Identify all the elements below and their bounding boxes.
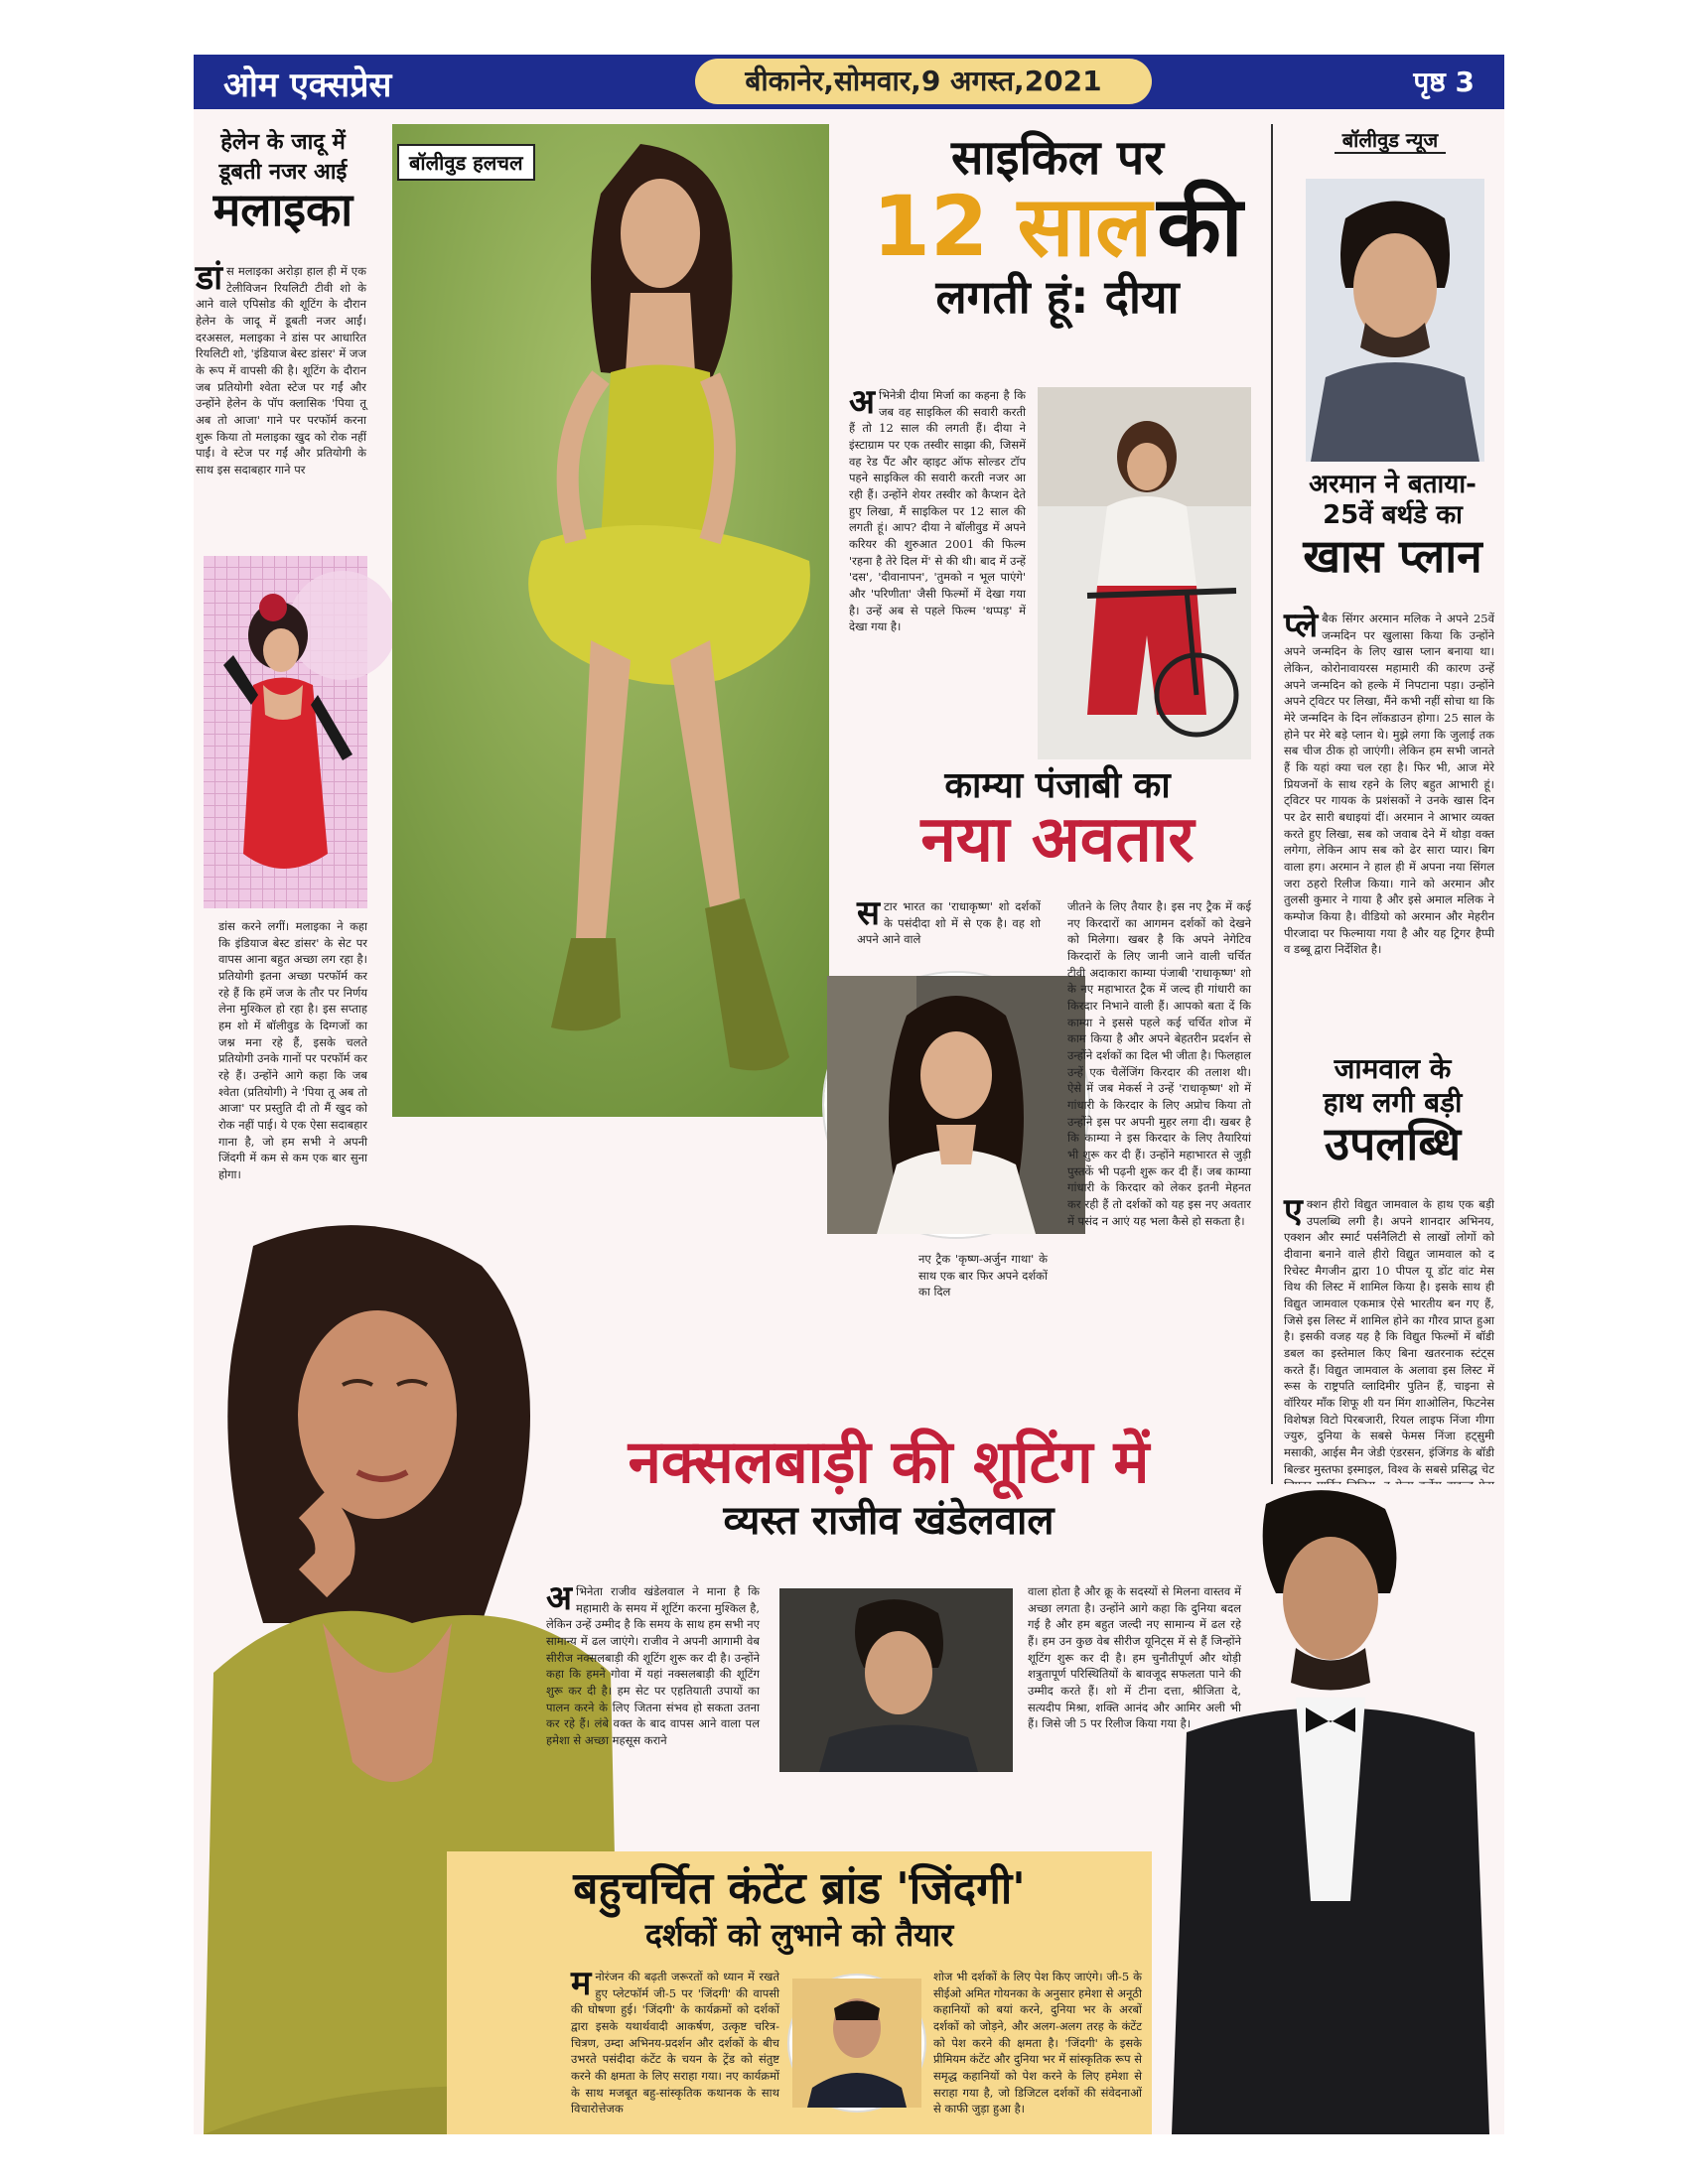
malaika-body-top-text: स मलाइका अरोड़ा हाल ही में एक टेलीविजन रियलिटी टीवी शो के आने वाले एपिसोड की शूटिंग के दौरान हेलेन के जादू में डूबती नजर आईं। दरअसल, मलाइका ने डांस पर आधारित रियलिटी शो, 'इंडियाज बेस्ट डांसर' में जज के रूप में वापसी की है। शूटिंग के दौरान जब प्रतियोगी श्वेता स्टेज पर गईं और उन्होंने हेलेन के पॉप क्लासिक 'पिया तू अब तो आजा' गाने पर परफॉर्म करना शुरू किया तो मलाइका खुद को रोक नहीं पाईं। वे स्टेज पर गईं और प्रतियोगी के साथ इस सदाबहार गाने पर (196, 264, 366, 478)
kamya-body-left (857, 893, 1041, 958)
malaika-body-top (196, 258, 366, 561)
zindagi-headline-big: बहुचर्चित कंटेंट ब्रांड 'जिंदगी' (573, 1863, 1026, 1914)
dia-body (849, 382, 1026, 764)
malaika-body-bottom (218, 918, 367, 1236)
malaika-dropcap: डां (196, 258, 222, 298)
kamya-body-left-bottom-text: नए ट्रैक 'कृष्ण-अर्जुन गाथा' के साथ एक बार फिर अपने दर्शकों का दिल (918, 1252, 1048, 1299)
kamya-body-left-bottom (918, 1251, 1048, 1330)
kamya-headline (839, 764, 1276, 878)
zindagi-dropcap: म (571, 1964, 592, 2003)
kamya-body-left-text: टार भारत का 'राधाकृष्ण' शो दर्शकों के पसंदीदा शो में से एक है। वह शो अपने आने वाले (857, 899, 1041, 947)
malaika-body-bottom-text: डांस करने लगीं। मलाइका ने कहा कि इंडियाज बेस्ट डांसर' के सेट पर वापस आना बहुत अच्छा लग रहा है। प्रतियोगी इतना अच्छा परफॉर्म कर रहे हैं कि हमें जज के तौर पर निर्णय लेना मुश्किल हो रहा है। इस सप्ताह हम शो में बॉलीवुड के दिग्गजों का जश्न मना रहे हैं, इसके चलते प्रतियोगी उनके गानों पर परफॉर्म कर रहे हैं। उन्होंने आगे कहा कि जब श्वेता (प्रतियोगी) ने 'पिया तू अब तो आजा' पर प्रस्तुति दी तो मैं खुद को रोक नहीं पाई। ये एक ऐसा सदाबहार गाना है, जो हम सभी ने अपनी जिंदगी में कम से कम एक बार सुना होगा। (218, 919, 367, 1182)
malaika-headline (194, 126, 372, 236)
right-column-divider (1271, 124, 1273, 1484)
kamya-body-right (1067, 898, 1251, 1335)
rajeev-headline-line2: व्यस्त राजीव खंडेलवाल (723, 1498, 1055, 1544)
page-number: पृष्ठ 3 (1413, 66, 1475, 98)
kamya-photo (824, 973, 1088, 1237)
kamya-headline-line1: काम्या पंजाबी का (944, 765, 1171, 806)
jammwal-headline-big: उपलब्धि (1324, 1117, 1462, 1171)
dia-headline (849, 132, 1266, 328)
zindagi-photo (789, 1976, 924, 2111)
jammwal-headline-line1: जामवाल के (1334, 1052, 1452, 1085)
malaika-headline-line2: डूबती नजर आई (218, 160, 348, 185)
section-label-bollywood-halchal: बॉलीवुड हलचल (397, 144, 535, 181)
zindagi-body-left (571, 1964, 779, 2132)
zindagi-headline-line2: दर्शकों को लुभाने को तैयार (644, 1915, 954, 1954)
armaan-headline (1281, 470, 1504, 582)
jammwal-body (1284, 1191, 1494, 1484)
dia-headline-line3: लगती हूं: दीया (935, 269, 1180, 324)
kamya-dropcap: स (857, 893, 880, 933)
zindagi-body-right-text: शोज भी दर्शकों के लिए पेश किए जाएंगे। जी-5 के सीईओ अमित गोयनका के अनुसार हमेशा से अनूठी कहानियों को बयां करने, दुनिया भर के अरबों दर्शकों को जोड़ने, और अलग-अलग तरह के कंटेंट को पेश करने की क्षमता है। 'जिंदगी' के इसके प्रीमियम कंटेंट और दुनिया भर में सांस्कृतिक रूप से समृद्ध कहानियों को पेश करने के लिए हमेशा से सराहा गया है, जो डिजिटल दर्शकों की संवेदनाओं से काफी जुड़ा हुआ है। (933, 1970, 1142, 2116)
rajeev-headline-big: नक्सलबाड़ी की शूटिंग में (628, 1428, 1150, 1497)
kamya-headline-big: नया अवतार (920, 803, 1195, 878)
armaan-headline-line2: 25वें बर्थडे का (1323, 500, 1463, 531)
kamya-body-right-text: जीतने के लिए तैयार है। इस नए ट्रैक में कई नए किरदारों का आगमन दर्शकों को देखने को मिलेगा। खबर है कि अपने नेगेटिव किरदारों के लिए जानी जाने वाली चर्चित टीवी अदाकारा काम्या पंजाबी 'राधाकृष्ण' शो के नए महाभारत ट्रैक में जल्द ही गांधारी का किरदार निभाने वाली हैं। आपको बता दें कि काम्या ने इससे पहले कई चर्चित शोज में काम किया है और अपने बेहतरीन प्रदर्शन से उन्होंने दर्शकों का दिल भी जीता है। फिलहाल उन्हें एक चैलेंजिंग किरदार की तलाश थी। ऐसे में जब मेकर्स ने उन्हें 'राधाकृष्ण' शो में गांधारी के किरदार के लिए अप्रोच किया तो उन्होंने इस पर अपनी मुहर लगा दी। खबर है कि काम्या ने इस किरदार के लिए तैयारियां भी शुरू कर दी हैं। उन्होंने महाभारत से जुड़ी पुस्तकें भी पढ़नी शुरू कर दी हैं। जब काम्या गांधारी के किरदार को लेकर इतनी मेहनत कर रही हैं तो दर्शकों को यह इस नए अवतार में पसंद न आएं यह भला कैसे हो सकता है। (1067, 899, 1251, 1228)
rajeev-body-left (546, 1578, 760, 1842)
zindagi-body-right (933, 1969, 1142, 2132)
dia-dropcap: अ (849, 382, 875, 422)
dia-headline-big (849, 177, 1266, 275)
malaika-headline-big: मलाइका (212, 183, 353, 236)
jammwal-dropcap: ए (1284, 1191, 1303, 1231)
paper-name: ओम एक्सप्रेस (223, 66, 392, 105)
dia-headline-big-black: की (1157, 177, 1243, 275)
dia-main-photo (392, 124, 829, 1117)
rajeev-dropcap: अ (546, 1578, 572, 1618)
dia-cycle-photo (1038, 387, 1251, 759)
armaan-dropcap: प्ले (1284, 606, 1319, 645)
rajeev-photo (779, 1588, 1013, 1772)
rajeev-body-right (1028, 1583, 1241, 1842)
jammwal-headline-line2: हाथ लगी बड़ी (1323, 1085, 1463, 1119)
dateline: बीकानेर,सोमवार,9 अगस्त,2021 (695, 59, 1152, 104)
rajeev-body-right-text: वाला होता है और क्रू के सदस्यों से मिलना वास्तव में अच्छा लगता है। उन्होंने आगे कहा कि दुनिया बदल गई है और हम बहुत जल्दी नए सामान्य में ढल रहे हैं। हम उन कुछ वेब सीरीज यूनिट्स में से हैं जिन्होंने शूटिंग शुरू कर दी है। हम चुनौतीपूर्ण और थोड़ी शत्रुतापूर्ण परिस्थितियों के बावजूद सफलता पाने की उम्मीद करते हैं। शो में टीना दत्ता, श्रीजिता दे, सत्यदीप मिश्रा, शक्ति आनंद और आमिर अली भी हैं। जिसे जी 5 पर रिलीज किया गया है। (1028, 1584, 1241, 1731)
zindagi-body-left-text: नोरंजन की बढ़ती जरूरतों को ध्यान में रखते हुए प्लेटफॉर्म जी-5 पर 'जिंदगी' की वापसी की घोषणा हुई। 'जिंदगी' के कार्यक्रमों को दर्शकों द्वारा इसके यथार्थवादी आकर्षण, उत्कृष्ट चरित्र-चित्रण, उम्दा अभिनय-प्रदर्शन और दर्शकों के बीच उभरते पसंदीदा कंटेंट के चयन के ट्रेंड को संतुष्ट करने की क्षमता के लिए सराहा गया। नए कार्यक्रमों के साथ मजबूत बहु-सांस्कृतिक कथानक के साथ विचारोत्तेजक (571, 1970, 779, 2116)
rajeev-body-left-text: भिनेता राजीव खंडेलवाल ने माना है कि महामारी के समय में शूटिंग करना मुश्किल है, लेकिन उन्हें उम्मीद है कि समय के साथ हम सभी नए सामान्य में ढल जाएंगे। राजीव ने अपनी आगामी वेब सीरीज नक्सलबाड़ी की शूटिंग शुरू कर दी है। उन्होंने कहा कि हमने गोवा में यहां नक्सलबाड़ी की शूटिंग शुरू कर दी है। हम सेट पर एहतियाती उपायों का पालन करने के लिए जितना संभव हो सकता उतना कर रहे हैं। लंबे वक्त के बाद वापस आने वाला पल हमेशा से अच्छा महसूस कराने (546, 1584, 760, 1748)
armaan-body (1284, 606, 1494, 1042)
masthead (194, 55, 1504, 109)
armaan-photo (1306, 179, 1484, 462)
zindagi-box (447, 1851, 1152, 2134)
malaika-headline-line1: हेलेन के जादू में (220, 130, 346, 155)
armaan-body-text: बैक सिंगर अरमान मलिक ने अपने 25वें जन्मदिन पर खुलासा किया कि उन्होंने अपने जन्मदिन के लिए खास प्लान बनाया था। लेकिन, कोरोनावायरस महामारी की कारण उन्हें अपने जन्मदिन को हल्के में निपटाना पड़ा। उन्होंने अपने ट्विटर पर लिखा, मैंने कभी नहीं सोचा था कि मेरे जन्मदिन के दिन लॉकडाउन होगा। 25 साल के होने पर मेरे बड़े प्लान थे। मुझे लगा कि जुलाई तक सब चीज ठीक हो जाएंगी। लेकिन हम सभी जानते हैं कि यहां क्या चल रहा है। फिर भी, आज मेरे प्रियजनों के साथ रहने के लिए बहुत आभारी हूं। ट्विटर पर गायक के प्रशंसकों ने उनके खास दिन पर ढेर सारी बधाइयां दीं। अरमान ने आभार व्यक्त करते हुए लिखा, सब को जवाब देने में थोड़ा वक्त लगेगा, लेकिन आप सब को ढेर सारा प्यार। बिग वाला हग। अरमान ने हाल ही में अपना नया सिंगल जरा ठहरो रिलीज किया। गाने को अरमान और तुलसी कुमार ने गाया है और इसे अमाल मलिक ने कम्पोज किया है। वीडियो को अरमान और मेहरीन पीरजादा पर फिल्माया गया है और यह ट्रिगर हैप्पी व डब्बू द्वारा निर्देशित है। (1284, 612, 1494, 957)
section-label-bollywood-news: बॉलीवुड न्यूज (1335, 128, 1446, 154)
jammwal-body-text: क्शन हीरो विद्युत जामवाल के हाथ एक बड़ी उपलब्धि लगी है। अपने शानदार अभिनय, एक्शन और स्मार्ट पर्सनैलिटी से लाखों लोगों को दीवाना बनाने वाले हीरो विद्युत जामवाल को द रिचेस्ट मैगजीन द्वारा 10 पीपल यू डोंट वांट मेस विथ की लिस्ट में शामिल किया है। इसके साथ ही विद्युत जामवाल एकमात्र ऐसे भारतीय बन गए हैं, जिसे इस लिस्ट में शामिल होने का गौरव प्राप्त हुआ है। इसकी वजह यह है कि विद्युत फिल्मों में बॉडी डबल का इस्तेमाल किए बिना खतरनाक स्टंट्स करते हैं। विद्युत जामवाल के अलावा इस लिस्ट में रूस के राष्ट्रपति व्लादिमीर पुतिन हैं, चाइना से वॉरियर मॉंक शिफू शी यन मिंग शाओलिन, फिटनेस विशेषज्ञ विटो पिरबजारी, रियल लाइफ निंजा गीगा ज्युरु, दुनिया के सबसे फेमस निंजा हट्सुमी मसाकी, आईस मैन जेडी एंडरसन, इंजिंगड के बॉडी बिल्डर मुस्तफा इस्माइल, विश्व के सबसे प्रसिद्ध चेट (1284, 1197, 1494, 1476)
newspaper-page (194, 55, 1504, 2134)
armaan-headline-big: खास प्लान (1303, 529, 1482, 584)
dia-body-text: भिनेत्री दीया मिर्जा का कहना है कि जब वह साइकिल की सवारी करती हैं तो 12 साल की लगती हैं। दीया ने इंस्टाग्राम पर एक तस्वीर साझा की, जिसमें वह रेड पैंट और व्हाइट ऑफ सोल्डर टॉप पहने साइकिल की सवारी करती नजर आ रही हैं। उन्होंने शेयर तस्वीर को कैप्शन देते हुए लिखा, मैं साइकिल पर 12 साल की लगती हूं। आप? दीया ने बॉलीवुड में अपने करियर की शुरुआत 2001 की फिल्म 'रहना है तेरे दिल में' से की थी। बाद में उन्हें 'दस', 'दीवानापन', 'तुमको न भूल पाएंगे' और 'परिणीता' जैसी फिल्मों में देखा गया है। उन्हें अब से पहले फिल्म 'थप्पड़' में देखा गया है। (849, 388, 1026, 634)
bollywood-news-label-wrap (1286, 126, 1494, 153)
dia-headline-big-red: 12 साल (872, 177, 1153, 275)
dia-headline-line1: साइकिल पर (951, 130, 1164, 186)
helen-photo (204, 556, 367, 908)
jammwal-headline (1281, 1052, 1504, 1169)
armaan-headline-line1: अरमान ने बताया- (1309, 470, 1477, 499)
rajeev-headline (571, 1430, 1206, 1547)
